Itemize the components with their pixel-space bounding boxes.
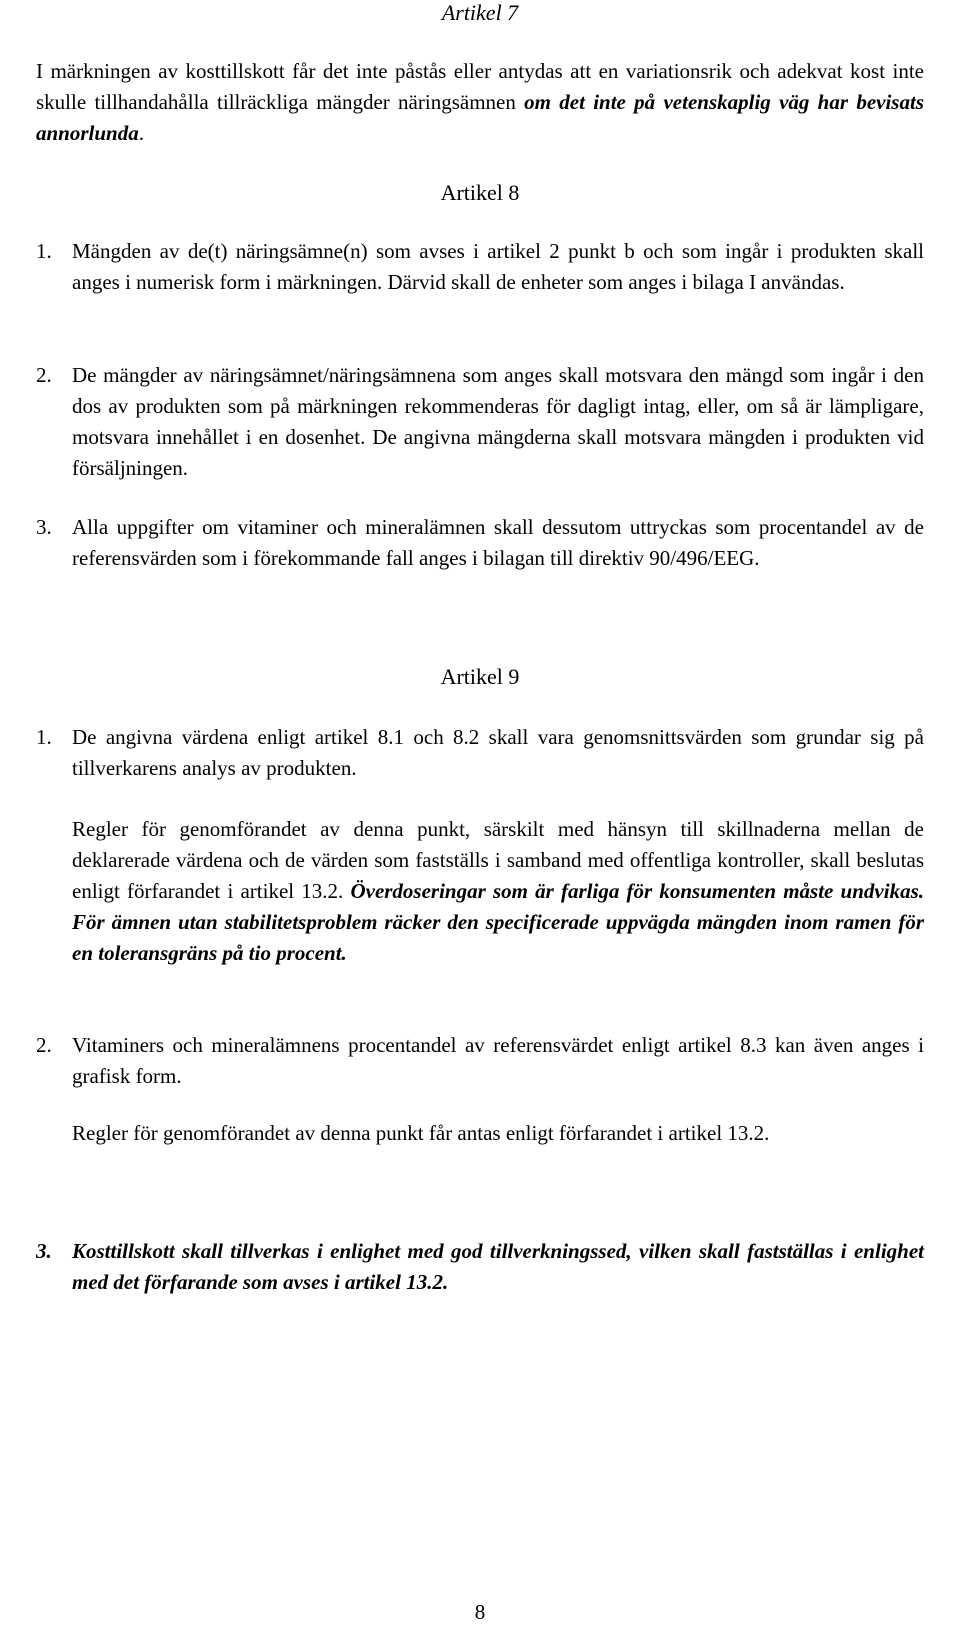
article-7-paragraph (36, 56, 924, 149)
article-9-item-2 (36, 1030, 924, 1092)
item-text: Mängden av de(t) näringsämne(n) som avses i artikel 2 punkt b och som ingår i produkten skall anges i numerisk form i märkningen. Därvid skall de enheter som anges i bilaga I användas. (72, 239, 924, 294)
article-8-item-1 (36, 236, 924, 298)
article-8-item-3 (36, 512, 924, 574)
article-7-title: Artikel 7 (441, 0, 519, 25)
article-8-item-2 (36, 360, 924, 484)
page-number: 8 (474, 1600, 486, 1624)
document-page (36, 0, 924, 1636)
item-number: 2. (36, 363, 52, 387)
article-8-title: Artikel 8 (440, 180, 520, 205)
item-number: 3. (36, 515, 52, 539)
item-text: Alla uppgifter om vitaminer och mineralämnen skall dessutom uttryckas som procentandel av de referensvärden som i förekommande fall anges i bilagan till direktiv 90/496/EEG. (72, 515, 924, 570)
item-text: Kosttillskott skall tillverkas i enlighet med god tillverkningssed, vilken skall fastställas i enlighet med det förfarande som avses i artikel 13.2. (72, 1239, 924, 1294)
item-text: De mängder av näringsämnet/näringsämnena som anges skall motsvara den mängd som ingår i den dos av produkten som på märkningen rekommenderas för dagligt intag, eller, om så är lämpligare, motsvara innehållet i en dosenhet. De angivna mängderna skall motsvara mängden i produkten vid försäljningen. (72, 363, 924, 480)
item-number: 1. (36, 239, 52, 263)
item-number: 2. (36, 1033, 52, 1057)
article-7-emphasis: om det inte på vetenskaplig väg har bevisats annorlunda (36, 90, 924, 145)
item-text: Vitaminers och mineralämnens procentandel av referensvärdet enligt artikel 8.3 kan även anges i grafisk form. (72, 1033, 924, 1088)
paragraph-text: Regler för genomförandet av denna punkt, särskilt med hänsyn till skillnaderna mellan de deklarerade värdena och de värden som fastställs i samband med offentliga kontroller, skall beslutas enligt förfarandet i artikel 13.2. (72, 817, 924, 903)
article-9-item-2-paragraph-2: Regler för genomförandet av denna punkt får antas enligt förfarandet i artikel 13.2. (72, 1121, 770, 1145)
article-9-item-1 (36, 722, 924, 784)
article-9-item-3 (36, 1236, 924, 1298)
article-9-item-1-paragraph-2 (72, 814, 924, 969)
item-text: De angivna värdena enligt artikel 8.1 och 8.2 skall vara genomsnittsvärden som grundar sig på tillverkarens analys av produkten. (72, 725, 924, 780)
item-number: 1. (36, 725, 52, 749)
article-9-title: Artikel 9 (440, 664, 520, 689)
article-7-text: I märkningen av kosttillskott får det inte påstås eller antydas att en variationsrik och adekvat kost inte skulle tillhandahålla tillräckliga mängder näringsämnen (36, 59, 924, 114)
item-number: 3. (36, 1239, 52, 1263)
paragraph-emphasis: Överdoseringar som är farliga för konsumenten måste undvikas. För ämnen utan stabilitetsproblem räcker den specificerade uppvägda mängden inom ramen för en toleransgräns på tio procent. (72, 879, 924, 965)
article-7-period: . (138, 121, 144, 145)
